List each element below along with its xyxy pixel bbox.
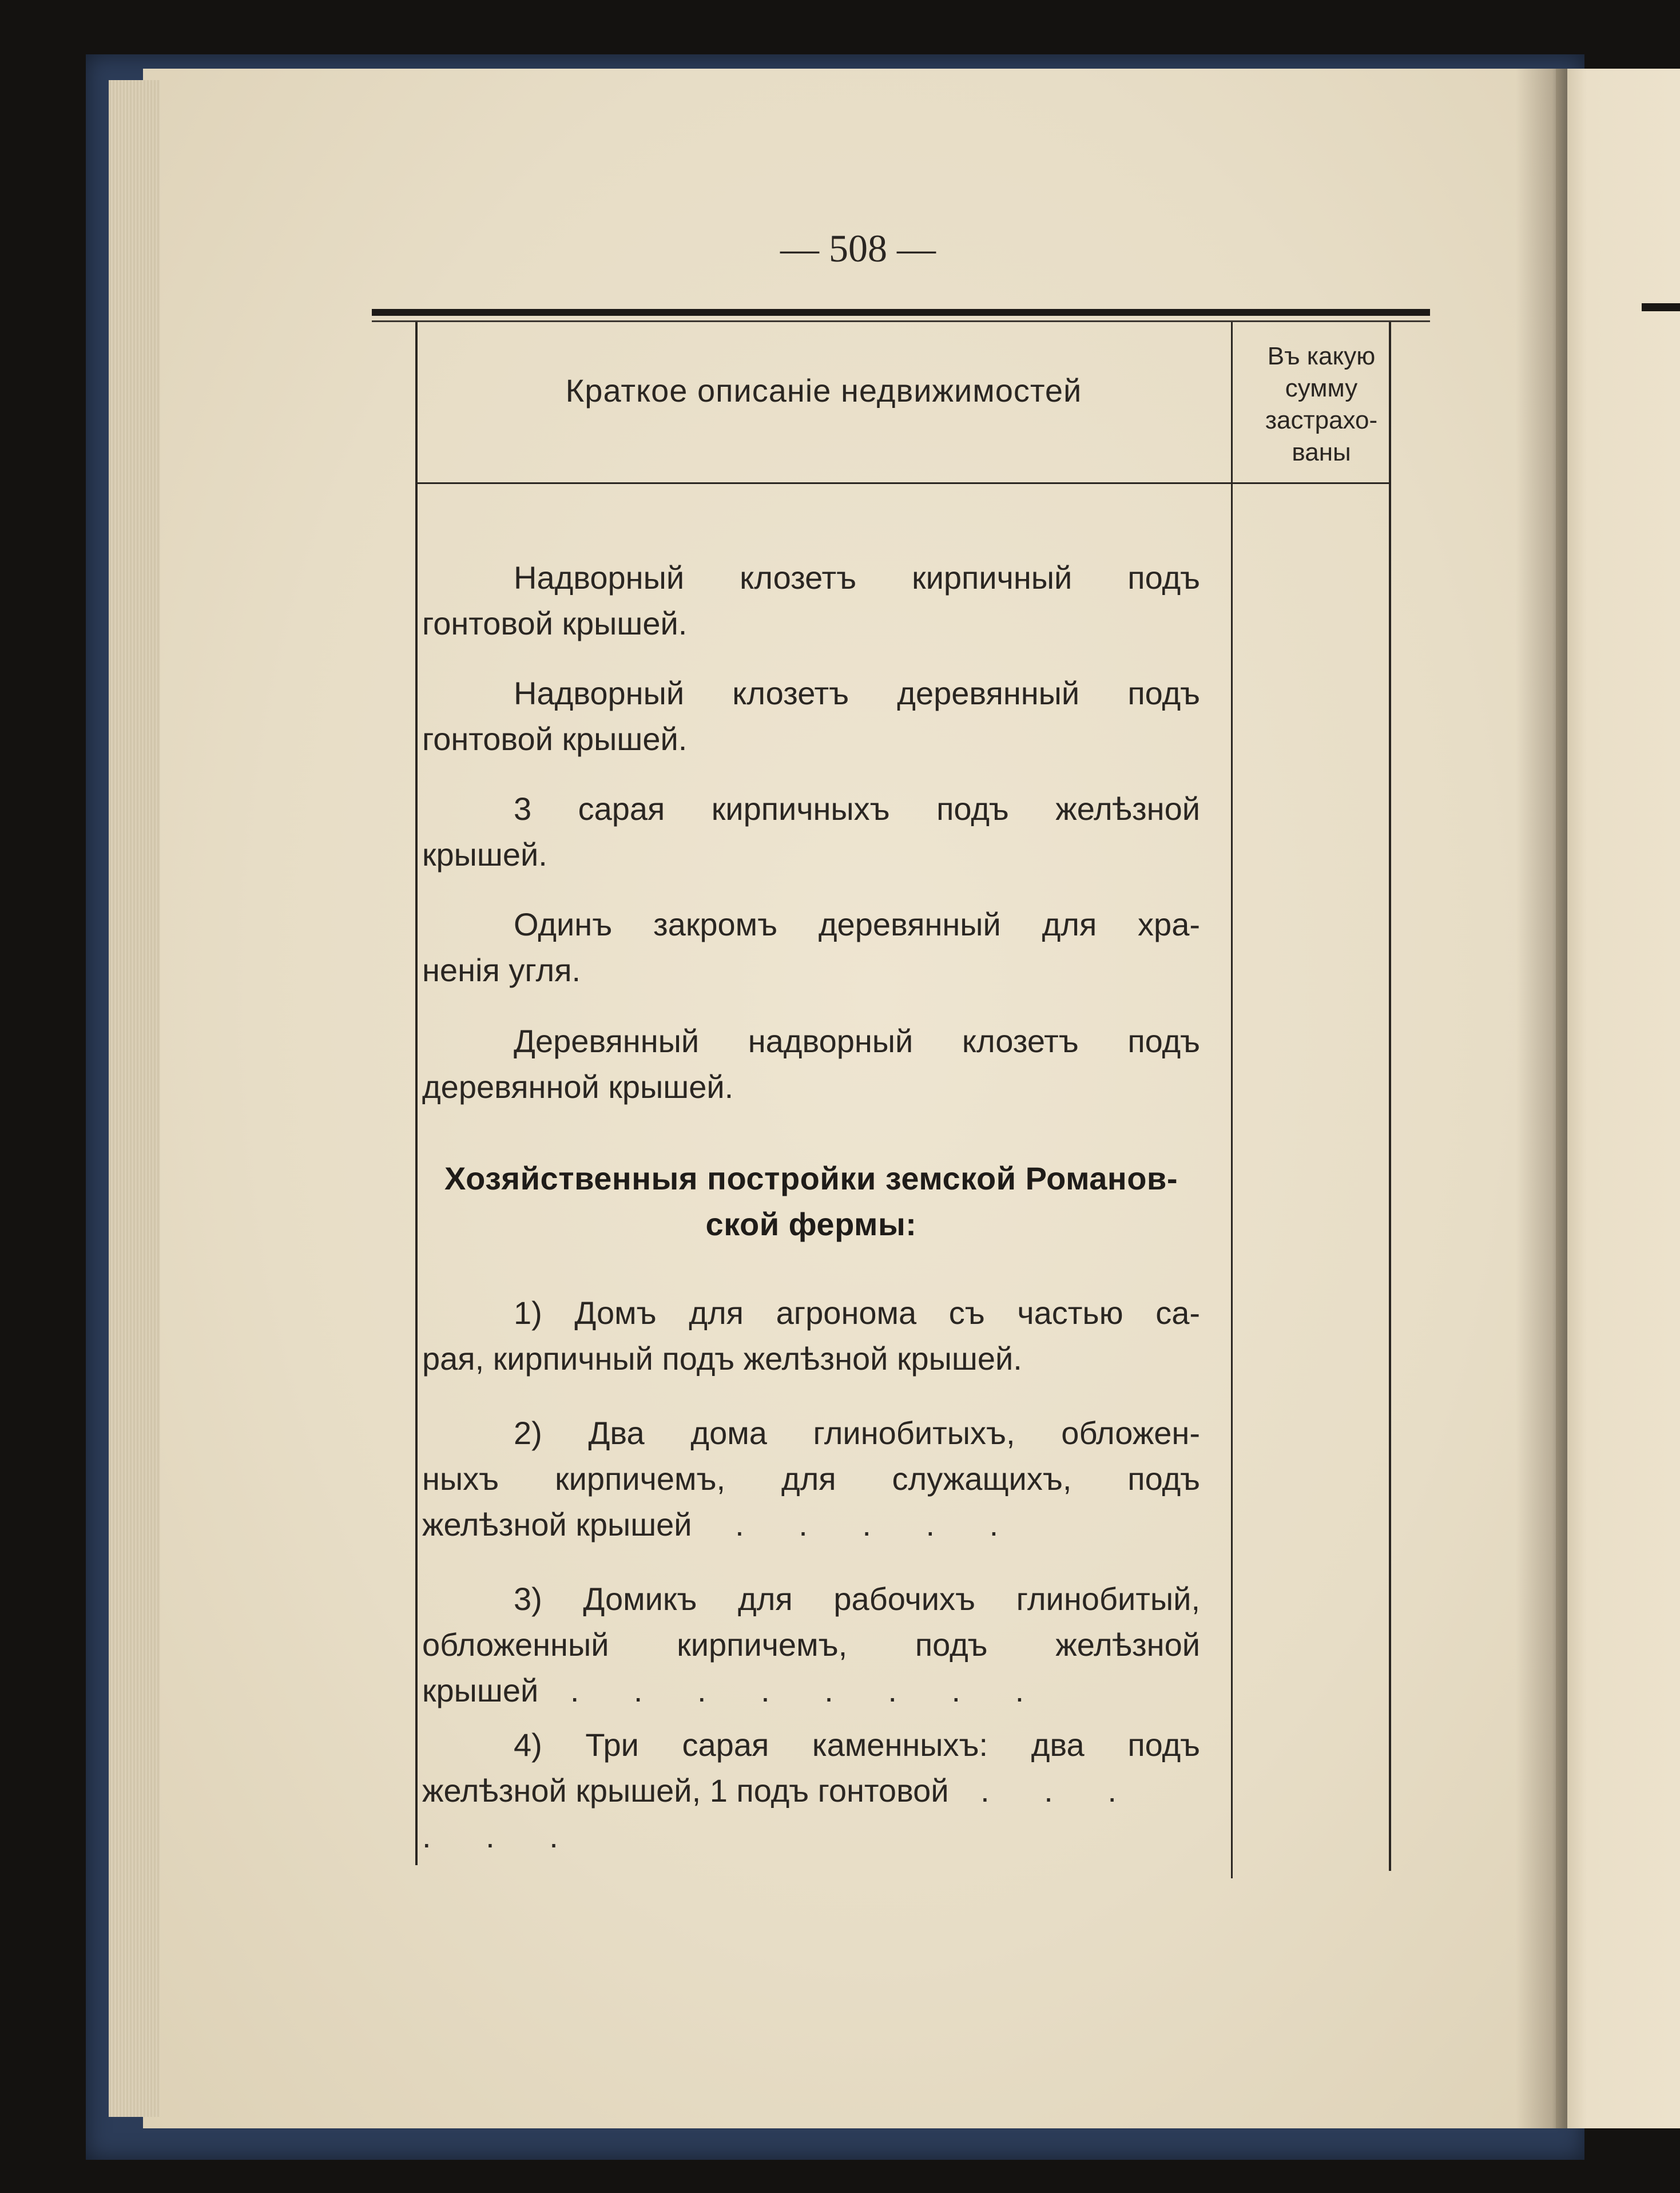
table-header-rule [415,482,1391,484]
section-heading: Хозяйственныя постройки земской Романов- ской фермы: [444,1160,1178,1242]
column-header-insured-sum: Въ какую сумму застрахо- ваны [1265,342,1378,466]
next-page-rule [1642,303,1680,311]
entry-2: Надворный клозетъ деревянный подъ гонтовой крышей. [422,675,1200,757]
entry-4: Одинъ закромъ деревянный для хра- ненія угля. [422,906,1200,988]
table-column-divider [1231,322,1233,1878]
table-right-border [1389,322,1391,1871]
item-3: 3) Домикъ для рабочихъ глинобитый, обложенный кирпичемъ, подъ желѣзной крышей . . . . . . . . [422,1581,1200,1708]
item-2: 2) Два дома глинобитыхъ, обложен- ныхъ кирпичемъ, для служащихъ, подъ желѣзной крышей . . . . . [422,1415,1200,1542]
entry-1: Надворный клозетъ кирпичный подъ гонтовой крышей. [422,560,1200,641]
next-page-edge [1556,69,1680,2128]
entry-3: 3 сарая кирпичныхъ подъ желѣзной крышей. [422,791,1200,873]
page-edges [109,80,160,2117]
item-1: 1) Домъ для агронома съ частью са- рая, кирпичный подъ желѣзной крышей. [422,1295,1200,1377]
item-4: 4) Три сарая каменныхъ: два подъ желѣзной крышей, 1 подъ гонтовой . . . . . . [422,1727,1200,1854]
table-left-border [415,322,418,1865]
entry-5: Деревянный надворный клозетъ подъ деревянной крышей. [422,1023,1200,1105]
page-number: — 508 — [780,227,936,270]
gutter-shadow [1516,69,1567,2128]
table-top-rule-thin [372,320,1430,322]
column-header-description: Краткое описаніе недвижимостей [565,372,1082,409]
table-top-rule [372,309,1430,316]
